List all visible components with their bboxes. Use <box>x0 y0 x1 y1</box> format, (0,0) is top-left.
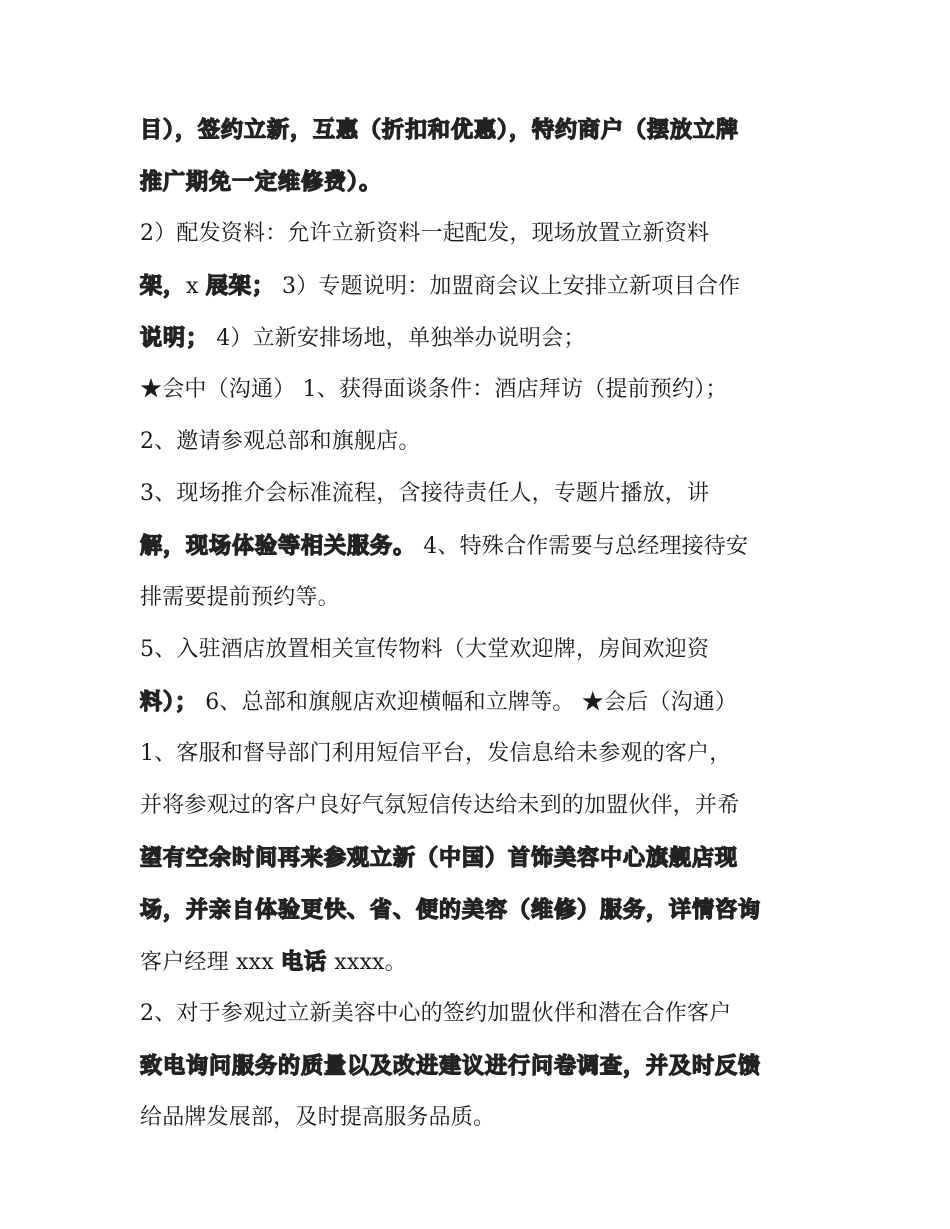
outlined-text-run: 电话 <box>281 949 328 975</box>
text-line <box>140 520 820 572</box>
text-line <box>140 104 820 156</box>
outlined-text-run: 架， <box>140 273 187 299</box>
text-run: 排需要提前预约等。 <box>140 585 340 610</box>
text-line <box>140 832 820 884</box>
text-run: 2、邀请参观总部和旗舰店。 <box>140 429 421 454</box>
text-run: 客户经理 xxx <box>140 950 282 975</box>
outlined-text-run: 展架； <box>205 273 275 299</box>
outlined-text-run: 说明； <box>140 325 210 351</box>
text-run: xxxx。 <box>327 950 407 975</box>
text-run: ★会中（沟通） 1、获得面谈条件：酒店拜访（提前预约）； <box>140 377 728 402</box>
text-line <box>140 780 820 832</box>
text-run: 2）配发资料：允许立新资料一起配发，现场放置立新资料 <box>140 221 710 246</box>
text-line <box>140 884 820 936</box>
text-line <box>140 260 820 312</box>
text-run: 并将参观过的客户良好气氛短信传达给未到的加盟伙伴，并希 <box>140 793 740 818</box>
outlined-text-run: 场，并亲自体验更快、省、便的美容（维修）服务，详情咨询 <box>140 897 762 923</box>
text-run: 1、客服和督导部门利用短信平台，发信息给未参观的客户， <box>140 741 732 766</box>
text-line <box>140 156 820 208</box>
text-line <box>140 988 820 1040</box>
outlined-text-run: 料）； <box>140 689 199 715</box>
text-run: 2、对于参观过立新美容中心的签约加盟伙伴和潜在合作客户 <box>140 1001 732 1026</box>
text-run: 4）立新安排场地，单独举办说明会； <box>209 326 586 351</box>
text-run: 3、现场推介会标准流程，含接待责任人，专题片播放，讲 <box>140 481 710 506</box>
outlined-text-run: 目），签约立新，互惠（折扣和优惠），特约商户（摆放立牌 <box>140 117 740 143</box>
text-run: 4、特殊合作需要与总经理接待安 <box>416 534 749 559</box>
text-line <box>140 728 820 780</box>
outlined-text-run: 推广期免一定维修费）。 <box>140 169 383 195</box>
text-line <box>140 572 820 624</box>
text-run: 6、总部和旗舰店欢迎横幅和立牌等。 ★会后（沟通） <box>198 690 738 715</box>
text-line <box>140 1040 820 1092</box>
text-line <box>140 364 820 416</box>
text-line <box>140 936 820 988</box>
text-run: 5、入驻酒店放置相关宣传物料（大堂欢迎牌，房间欢迎资 <box>140 637 710 662</box>
text-line <box>140 416 820 468</box>
text-run: 给品牌发展部，及时提高服务品质。 <box>140 1105 496 1130</box>
document-page <box>140 104 820 1144</box>
text-line <box>140 312 820 364</box>
text-run: 3）专题说明：加盟商会议上安排立新项目合作 <box>274 274 741 299</box>
text-line <box>140 624 820 676</box>
text-line <box>140 468 820 520</box>
outlined-text-run: 致电询问服务的质量以及改进建议进行问卷调查，并及时反馈 <box>140 1053 762 1079</box>
outlined-text-run: 望有空余时间再来参观立新（中国）首饰美容中心旗舰店现 <box>140 845 739 871</box>
text-line <box>140 676 820 728</box>
text-line <box>140 208 820 260</box>
outlined-text-run: 解，现场体验等相关服务。 <box>140 533 417 559</box>
text-line <box>140 1092 820 1144</box>
text-run: x <box>186 274 206 299</box>
